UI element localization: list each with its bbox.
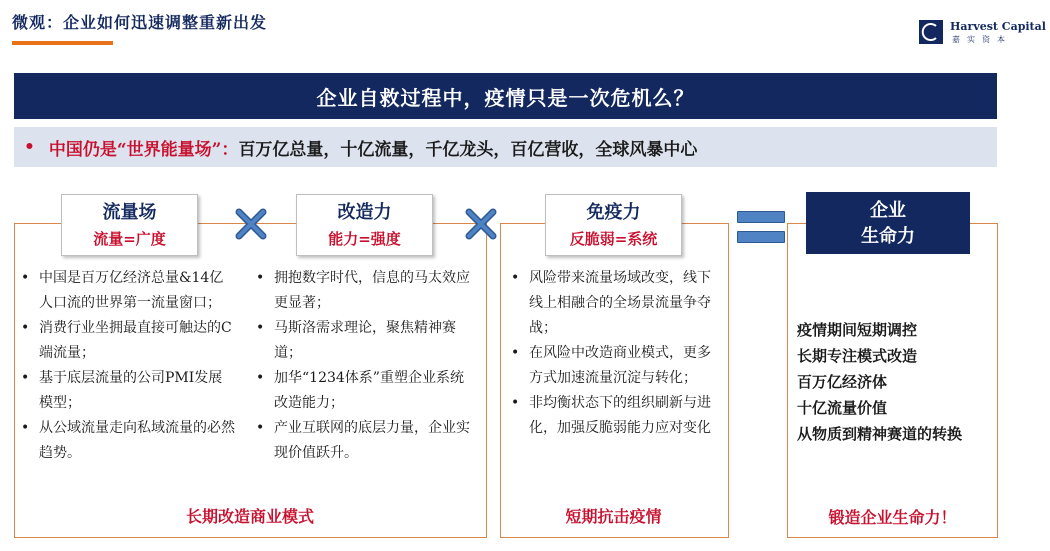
key-statement-bar	[14, 127, 997, 167]
list-item: 疫情期间短期调控	[797, 321, 918, 339]
vitality-title-box	[806, 192, 970, 254]
column-footer-long-term: 长期改造商业模式	[185, 507, 314, 526]
label-transformation	[296, 194, 433, 256]
column-footer-short-term: 短期抗击疫情	[565, 507, 662, 526]
logo-icon	[919, 20, 943, 44]
column-immunity	[500, 223, 729, 538]
statement-rest: 百万亿总量，十亿流量，千亿龙头，百亿营收，全球风暴中心	[238, 139, 698, 160]
label-subtitle: 反脆弱=系统	[569, 230, 658, 248]
label-subtitle: 能力=强度	[328, 230, 401, 248]
list-item: • 马斯洛需求理论，聚焦精神赛道；	[252, 316, 474, 366]
transformation-list	[252, 266, 474, 466]
list-item: 十亿流量价值	[797, 399, 888, 417]
label-title: 改造力	[337, 202, 392, 223]
equals-icon	[737, 211, 785, 243]
list-item: 从物质到精神赛道的转换	[797, 425, 963, 443]
column-transformation	[246, 223, 487, 538]
list-item: • 消费行业坐拥最直接可触达的C端流量；	[17, 316, 235, 366]
multiply-icon	[464, 207, 498, 245]
list-item: • 非均衡状态下的组织刷新与进化，加强反脆弱能力应对变化	[507, 391, 719, 441]
statement-lead: 中国仍是“世界能量场”：	[48, 139, 239, 160]
list-item: 百万亿经济体	[797, 373, 888, 391]
list-item: • 拥抱数字时代，信息的马太效应更显著；	[252, 266, 474, 316]
list-item: 长期专注模式改造	[797, 347, 918, 365]
multiply-icon	[234, 207, 268, 245]
vitality-title-line1: 企业	[870, 200, 906, 221]
label-immunity	[545, 194, 682, 256]
vitality-list	[797, 317, 962, 447]
logo-chinese: 嘉实资本	[952, 35, 1012, 44]
question-banner: 企业自救过程中，疫情只是一次危机么？	[14, 73, 997, 119]
page-title: 微观：企业如何迅速调整重新出发	[12, 13, 268, 32]
label-subtitle: 流量=广度	[93, 230, 166, 248]
list-item: • 中国是百万亿经济总量&14亿人口流的世界第一流量窗口；	[17, 266, 235, 316]
traffic-list	[17, 266, 235, 466]
list-item: • 在风险中改造商业模式，更多方式加速流量沉淀与转化；	[507, 341, 719, 391]
column-vitality	[787, 223, 998, 538]
column-footer-vitality: 锻造企业生命力！	[828, 508, 957, 527]
immunity-list	[507, 266, 719, 441]
list-item: • 风险带来流量场域改变，线下线上相融合的全场景流量争夺战；	[507, 266, 719, 341]
column-traffic	[14, 223, 248, 538]
list-item: • 加华“1234体系”重塑企业系统改造能力；	[252, 366, 474, 416]
list-item: • 基于底层流量的公司PMI发展模型；	[17, 366, 235, 416]
label-traffic	[61, 194, 198, 256]
logo-name: Harvest Capital	[950, 20, 1046, 33]
title-underline	[12, 41, 113, 45]
bullet: •	[24, 137, 35, 157]
label-title: 免疫力	[586, 202, 641, 223]
vitality-title-line2: 生命力	[861, 226, 915, 247]
label-title: 流量场	[102, 202, 157, 223]
list-item: • 从公域流量走向私域流量的必然趋势。	[17, 416, 235, 466]
list-item: • 产业互联网的底层力量，企业实现价值跃升。	[252, 416, 474, 466]
